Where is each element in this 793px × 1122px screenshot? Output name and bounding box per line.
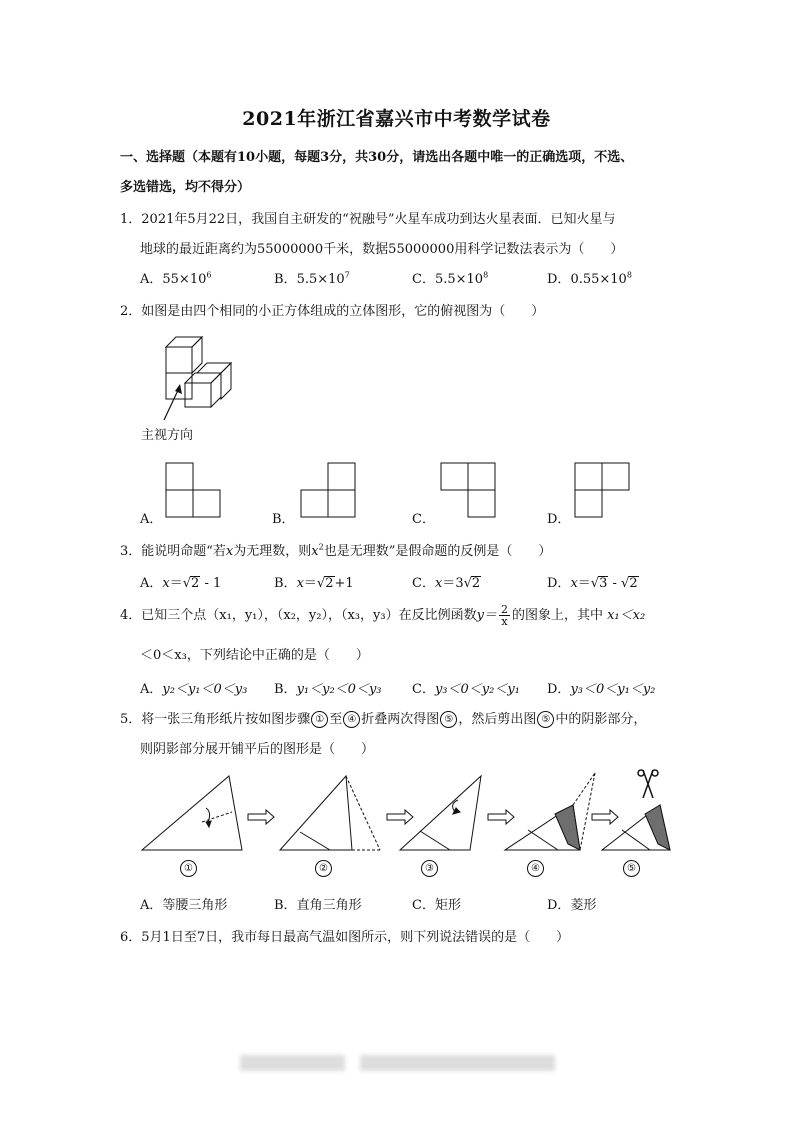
- q4-line2: ＜0＜x₃，下列结论中正确的是（ ）: [140, 648, 369, 663]
- page-title: 2021年浙江省嘉兴市中考数学试卷: [242, 108, 551, 130]
- footer-watermark: [240, 1055, 345, 1071]
- q4-option-d: D．y₃＜0＜y₁＜y₂: [547, 682, 656, 697]
- q5-option-c: C．矩形: [412, 898, 461, 913]
- q4-option-b: B．y₁＜y₂＜0＜y₃: [274, 682, 382, 697]
- q6-text: 6．5月1日至7日，我市每日最高气温如图所示，则下列说法错误的是（ ）: [120, 930, 570, 945]
- q5-line2: 则阴影部分展开铺平后的图形是（ ）: [140, 742, 375, 757]
- scissors-icon: [638, 770, 658, 798]
- q5-step-label-1: ①: [179, 860, 198, 877]
- q5-step-label-4: ④: [526, 860, 545, 877]
- q2-option-d-label: D．: [547, 512, 571, 527]
- q2-option-b-figure: [300, 462, 356, 518]
- q5-step-label-3: ③: [420, 860, 439, 877]
- direction-label: 主视方向: [141, 428, 194, 443]
- fraction: $\frac{2}{x}$: [500, 603, 508, 628]
- q5-folding-steps-figure: [140, 768, 680, 883]
- q2-option-b-label: B．: [272, 512, 295, 527]
- section-header-cont: 多选错选，均不得分）: [120, 180, 251, 195]
- q1-option-d: D．$0.55\times 10^8$: [547, 270, 632, 287]
- q5-option-d: D．菱形: [547, 898, 597, 913]
- q2-option-a-figure: [165, 462, 221, 518]
- q1-option-a: A．$55\times 10^6$: [140, 270, 212, 287]
- q1-line1: 1．2021年5月22日，我国自主研发的“祝融号”火星车成功到达火星表面．已知火星与: [120, 212, 616, 227]
- q3-option-a: A．x＝√2 - 1: [140, 576, 222, 591]
- q5-line1: 5．将一张三角形纸片按如图步骤 ① 至 ④ 折叠两次得图 ⑤ ，然后剪出图 ⑤ 中的阴影部分，: [120, 712, 647, 727]
- q2-option-a-label: A．: [140, 512, 163, 527]
- q5-option-b: B．直角三角形: [274, 898, 362, 913]
- q5-step-label-2: ②: [314, 860, 333, 877]
- q1-line2: 地球的最近距离约为55000000千米，数据55000000用科学记数法表示为（ ）: [140, 242, 624, 257]
- q3-text: 3．能说明命题“若x为无理数，则$x^2$也是无理数”是假命题的反例是（ ）: [120, 542, 552, 559]
- q3-option-b: B．x＝√2+1: [274, 576, 354, 591]
- section-header: 一、选择题（本题有10小题，每题3分，共30分，请选出各题中唯一的正确选项，不选、: [120, 150, 634, 165]
- q5-option-a: A．等腰三角形: [140, 898, 228, 913]
- q3-option-c: C．x＝3√2: [412, 576, 481, 591]
- q5-step-label-5: ⑤: [622, 860, 641, 877]
- q2-option-c-figure: [440, 462, 496, 518]
- q2-option-d-figure: [574, 462, 630, 518]
- q2-text: 2．如图是由四个相同的小正方体组成的立体图形，它的俯视图为（ ）: [120, 304, 545, 319]
- q1-option-c: C．$5.5\times 10^8$: [412, 270, 489, 287]
- q4-option-c: C．y₃＜0＜y₂＜y₁: [412, 682, 520, 697]
- footer-watermark-2: [360, 1055, 555, 1071]
- q4-option-a: A．y₂＜y₁＜0＜y₃: [140, 682, 248, 697]
- q1-option-b: B．$5.5\times 10^7$: [274, 270, 350, 287]
- q2-option-c-label: C．: [412, 512, 435, 527]
- q3-option-d: D．x＝√3 - √2: [547, 576, 638, 591]
- direction-arrow: [160, 382, 190, 427]
- q4-line1: 4．已知三个点（x₁，y₁），（x₂，y₂），（x₃，y₃）在反比例函数y＝ $\frac{2}{x}$ 的图象上，其中 x₁＜x₂: [120, 603, 646, 628]
